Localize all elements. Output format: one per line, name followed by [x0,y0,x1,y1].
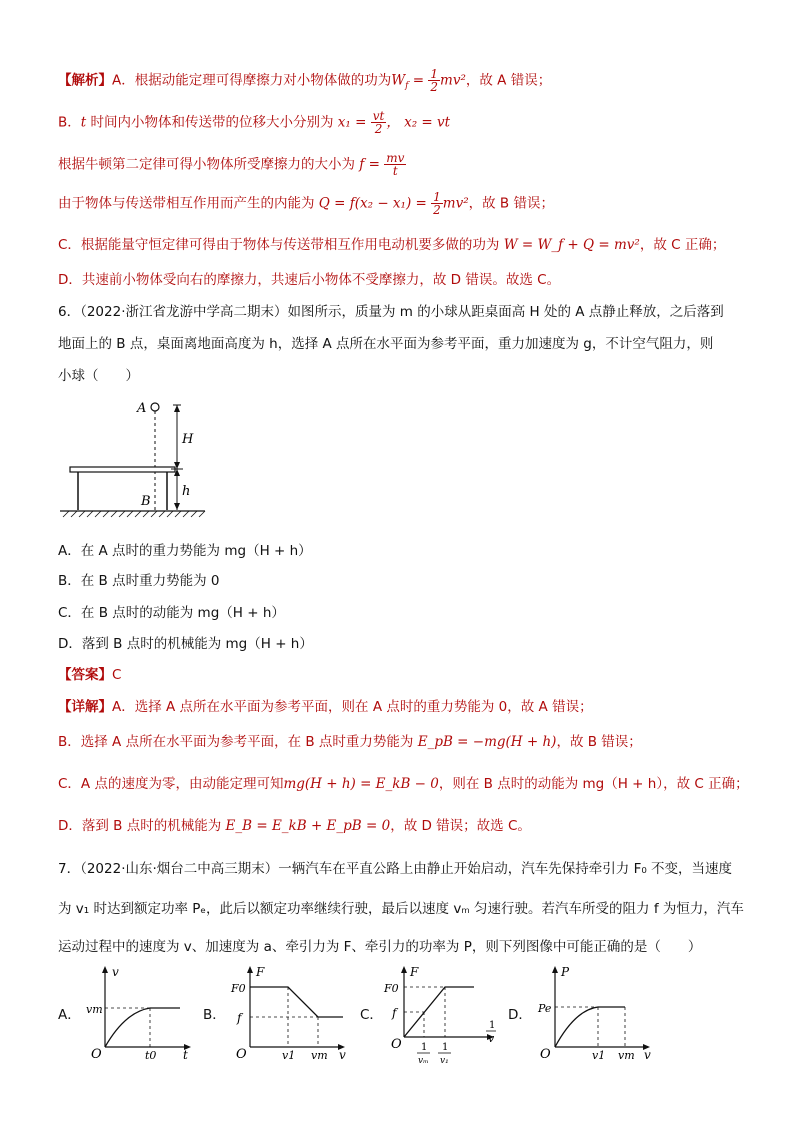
arrow-up-icon [102,966,108,973]
text: ，故 C 正确； [639,237,726,253]
q6-stem-3: 小球（ ） [58,368,139,384]
arrow-down-icon [174,503,180,510]
math: W = W_f + Q = mv² [499,237,640,253]
frac-den: 2 [374,122,383,136]
math: mv² [442,195,469,212]
q6-detail-d [58,816,531,836]
label-a: A [137,401,147,416]
text: ，故 A 错误； [465,72,552,89]
q6-detail-a [58,697,593,717]
analysis-line-f [58,270,560,290]
text: C．A 点的速度为零，由动能定理可知 [58,776,284,792]
tick-v1: v1 [592,1049,606,1060]
tick-2-num: 1 [442,1042,449,1053]
curve [555,1007,598,1047]
q6-detail-b [58,732,642,752]
detail-tag: 【详解】 [58,699,112,715]
curve [404,987,474,1037]
frac-den: t [392,164,398,178]
tick-F0: F0 [384,982,399,995]
q6-stem-1: 6．（2022·浙江省龙游中学高二期末）如图所示，质量为 m 的小球从距桌面高 H 处的 A 点静止释放，之后落到 [58,304,724,320]
tick-vm: vm [618,1049,635,1060]
arrow-up-icon [401,966,407,973]
table-top [70,467,175,472]
text: ，则在 B 点时的动能为 mg（H + h），故 C 正确； [438,776,749,792]
math: x₁ = [337,114,371,131]
fraction [431,191,443,216]
axis-x-label: v [339,1048,346,1060]
label-H: H [182,432,194,447]
analysis-line-b [58,110,450,135]
frac-num: 1 [433,190,441,204]
text: 根据牛顿第二定律可得小物体所受摩擦力的大小为 [58,156,355,173]
tick-F0: F0 [231,982,246,995]
math: mv² [440,72,466,89]
frac-den: 2 [433,203,441,217]
analysis-line-d [58,191,554,216]
axis-x-den: v [488,1032,495,1045]
tick-1-num: 1 [421,1042,428,1053]
q6-option-b: B．在 B 点时重力势能为 0 [58,573,220,589]
point-a-marker [151,403,159,411]
text: 时间内小物体和传送带的位移大小分别为 [86,114,338,131]
math: W [391,72,406,89]
answer-value: C [112,667,122,683]
axis-y-label: F [410,965,419,979]
q6-answer [58,665,121,685]
frac-num: 1 [430,67,439,81]
analysis-line-a [58,68,551,96]
q7-stem-2: 为 v₁ 时达到额定功率 Pₑ，此后以额定功率继续行驶，最后以速度 vₘ 匀速行驶。若汽车所受的阻力 f 为恒力，汽车 [58,901,744,917]
q7-graph-d [530,962,660,1060]
tick-f: f [392,1006,397,1020]
origin-label: O [540,1047,551,1060]
analysis-line-c [58,152,406,177]
math: ， x₂ = vt [386,114,451,131]
curve [105,1008,150,1047]
answer-tag: 【答案】 [58,667,112,683]
axis-y-label: P [561,965,570,979]
q7-stem-1: 7．（2022·山东·烟台二中高三期末）一辆汽车在平直公路上由静止开始启动，汽车先保持牵引力 F₀ 不变，当速度 [58,861,733,877]
fraction [428,68,440,93]
q7-graph-b [225,962,355,1060]
arrow-up-icon [174,405,180,412]
analysis-line-e [58,235,725,255]
math: mg(H + h) = E_kB − 0 [283,776,439,792]
text: D．共速前小物体受向右的摩擦力，共速后小物体不受摩擦力，故 D 错误。故选 C。 [58,272,561,288]
text: B． [58,114,81,131]
q7-option-d-label: D． [508,1007,532,1023]
label-h: h [182,484,191,499]
q7-graph-a [85,962,195,1060]
tick-t0: t0 [145,1049,157,1060]
math: f = [355,156,385,173]
q6-detail-c [58,774,749,794]
axis-x-label: v [644,1048,651,1060]
fraction [371,110,387,135]
text: 由于物体与传送带相互作用而产生的内能为 [58,195,315,212]
fraction [384,152,406,177]
axis-x-num: 1 [489,1020,496,1031]
frac-den: 2 [430,80,439,94]
q6-figure [55,392,210,522]
q6-stem-2: 地面上的 B 点，桌面离地面高度为 h，选择 A 点所在水平面为参考平面，重力加速度为 g，不计空气阻力，则 [58,336,714,352]
text: D．落到 B 点时的机械能为 [58,818,226,834]
q7-stem-3: 运动过程中的速度为 v、加速度为 a、牵引力为 F、牵引力的功率为 P，则下列图像中可能正确的是（ ） [58,939,702,955]
frac-num: vt [372,109,385,123]
q6-option-a: A．在 A 点时的重力势能为 mg（H + h） [58,543,312,559]
text: C．根据能量守恒定律可得由于物体与传送带相互作用电动机要多做的功为 [58,237,500,253]
ground-hatch [63,511,205,517]
arrow-up-icon [552,966,558,973]
frac-num: mv [386,151,405,165]
q7-option-a-label: A． [58,1007,81,1023]
axis-x-label: t [183,1048,188,1060]
origin-label: O [391,1037,402,1052]
tick-vm: vm [86,1003,103,1016]
text: ，故 D 错误；故选 C。 [390,818,531,834]
tick-2-den: v₁ [440,1056,449,1066]
origin-label: O [236,1047,247,1060]
arrow-up-icon [247,966,253,973]
axis-y-label: v [112,965,119,979]
math: Q = f(x₂ − x₁) = [314,195,432,212]
text: ，故 B 错误； [556,734,642,750]
math: E_B = E_kB + E_pB = 0 [225,818,391,834]
label-b: B [141,494,151,509]
q7-option-c-label: C． [360,1007,383,1023]
text: A．根据动能定理可得摩擦力对小物体做的功为 [112,72,392,89]
tick-v1: v1 [282,1049,296,1060]
text: ，故 B 错误； [468,195,554,212]
text: A．选择 A 点所在水平面为参考平面，则在 A 点时的重力势能为 0，故 A 错误； [112,699,593,715]
origin-label: O [91,1047,102,1060]
tick-Pe: Pe [538,1002,552,1015]
axis-y-label: F [256,965,265,979]
curve [250,987,343,1017]
math-sub: f [405,81,409,92]
math: E_pB = −mg(H + h) [413,734,557,750]
q6-option-c: C．在 B 点时的动能为 mg（H + h） [58,605,285,621]
q6-option-d: D．落到 B 点时的机械能为 mg（H + h） [58,636,313,652]
math: t [80,114,87,131]
analysis-tag: 【解析】 [58,72,112,89]
math: = [408,72,429,89]
text: B．选择 A 点所在水平面为参考平面，在 B 点时重力势能为 [58,734,414,750]
tick-1-den: vₘ [418,1056,429,1066]
tick-f: f [237,1011,242,1025]
q7-option-b-label: B． [203,1007,226,1023]
tick-vm: vm [311,1049,328,1060]
q7-graph-c [382,962,507,1072]
